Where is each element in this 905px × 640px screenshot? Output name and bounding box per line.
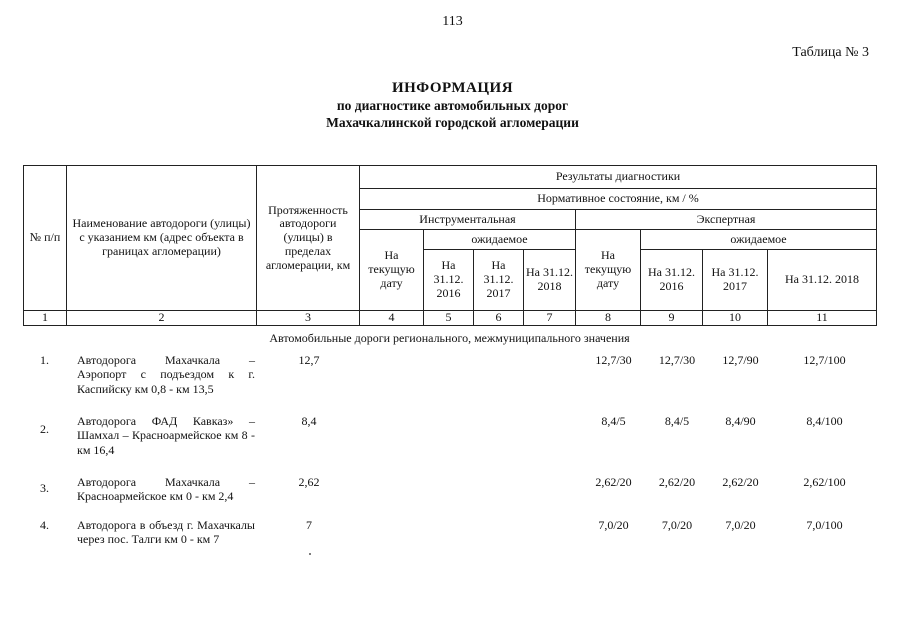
header-instrumental-2017: На 31.12. 2017 <box>474 250 524 311</box>
column-number: 4 <box>360 311 424 326</box>
document-title: ИНФОРМАЦИЯ <box>391 80 514 96</box>
expert-current-value: 12,7/30 <box>595 353 632 367</box>
header-instrumental-current: На текущую дату <box>360 230 424 311</box>
road-name: Автодорога Махачкала – Аэропорт с подъездом к г. Каспийску км 0,8 - км 13,5 <box>77 353 255 396</box>
road-length: 8,4 <box>301 414 317 428</box>
header-instrumental-expected: ожидаемое <box>424 230 576 250</box>
expert-current-value: 8,4/5 <box>601 414 626 428</box>
header-instrumental: Инструментальная <box>360 210 576 230</box>
scan-speck <box>309 553 311 555</box>
section-title: Автомобильные дороги регионального, межмуниципального значения <box>269 331 630 345</box>
document-subtitle-line2: Махачкалинской городской агломерации <box>326 115 579 130</box>
column-number: 8 <box>576 311 641 326</box>
road-length: 7 <box>306 518 312 532</box>
expert-2016-value: 7,0/20 <box>661 518 693 532</box>
expert-2018-value: 8,4/100 <box>806 414 843 428</box>
expert-current-value: 7,0/20 <box>598 518 629 532</box>
expert-2018-value: 7,0/100 <box>806 518 843 532</box>
header-instrumental-2018: На 31.12. 2018 <box>524 250 576 311</box>
table-label: Таблица № 3 <box>792 45 869 60</box>
header-expert-2018: На 31.12. 2018 <box>768 250 877 311</box>
column-number: 7 <box>524 311 576 326</box>
road-name: Автодорога Махачкала – Красноармейское км 0 - км 2,4 <box>77 475 255 504</box>
row-number: 4. <box>40 518 49 532</box>
expert-2017-value: 7,0/20 <box>725 518 756 532</box>
column-number: 11 <box>768 311 877 326</box>
header-col-num: № п/п <box>24 166 67 311</box>
header-instrumental-2016: На 31.12. 2016 <box>424 250 474 311</box>
document-subtitle-line1: по диагностике автомобильных дорог <box>336 98 569 113</box>
expert-current-value: 2,62/20 <box>595 475 632 489</box>
header-expert-2016: На 31.12. 2016 <box>641 250 703 311</box>
column-number: 1 <box>24 311 67 326</box>
page-number: 113 <box>442 14 463 29</box>
expert-2016-value: 8,4/5 <box>664 414 690 428</box>
header-expert-2017: На 31.12. 2017 <box>703 250 768 311</box>
column-number: 10 <box>703 311 768 326</box>
column-number: 6 <box>474 311 524 326</box>
header-expert-expected: ожидаемое <box>641 230 877 250</box>
road-length: 2,62 <box>298 475 320 489</box>
column-number: 5 <box>424 311 474 326</box>
column-number-row <box>24 311 877 326</box>
diagnostics-table-header <box>23 165 877 326</box>
row-number: 1. <box>40 353 49 367</box>
header-expert: Экспертная <box>576 210 877 230</box>
road-length: 12,7 <box>298 353 320 367</box>
expert-2017-value: 2,62/20 <box>722 475 759 489</box>
expert-2016-value: 12,7/30 <box>658 353 696 367</box>
column-number: 2 <box>67 311 257 326</box>
expert-2018-value: 12,7/100 <box>803 353 846 367</box>
header-col-name: Наименование автодороги (улицы) с указанием км (адрес объекта в границах агломерации) <box>67 166 257 311</box>
expert-2016-value: 2,62/20 <box>658 475 696 489</box>
column-number: 3 <box>257 311 360 326</box>
header-normative: Нормативное состояние, км / % <box>360 189 877 210</box>
expert-2018-value: 2,62/100 <box>803 475 846 489</box>
road-name: Автодорога ФАД Кавказ» – Шамхал – Красноармейское км 8 - км 16,4 <box>77 414 255 457</box>
column-number: 9 <box>641 311 703 326</box>
header-expert-current: На текущую дату <box>576 230 641 311</box>
header-results: Результаты диагностики <box>360 166 877 189</box>
expert-2017-value: 8,4/90 <box>725 414 756 428</box>
header-col-length: Протяженность автодороги (улицы) в пределах агломерации, км <box>257 166 360 311</box>
expert-2017-value: 12,7/90 <box>722 353 759 367</box>
road-name: Автодорога в объезд г. Махачкалы через пос. Талги км 0 - км 7 <box>77 518 255 547</box>
row-number: 2. <box>40 422 49 436</box>
row-number: 3. <box>40 481 49 495</box>
